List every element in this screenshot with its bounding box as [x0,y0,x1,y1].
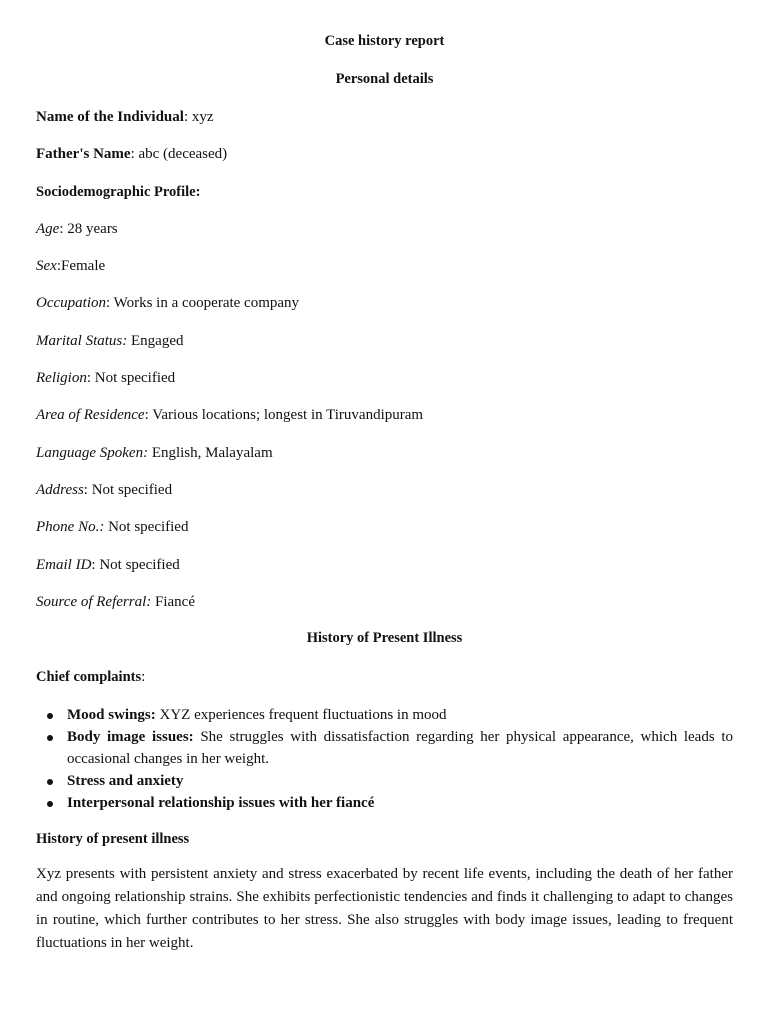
father-row [36,144,227,164]
father-value: abc (deceased) [138,146,228,162]
bullet-icon [47,735,53,741]
profile-label: Area of Residence [36,407,145,423]
profile-separator: : [56,258,61,274]
profile-row-occupation [36,293,299,313]
profile-value: Works in a cooperate company [113,295,300,311]
profile-value: Not specified [99,557,180,573]
name-separator: : [183,109,192,125]
chief-complaints-colon: : [141,669,146,685]
profile-value: Not specified [108,519,189,535]
complaint-text: She struggles with dissatisfaction regarding her physical appearance, which leads to occasional changes in her weight. [67,729,734,767]
profile-label: Marital Status: [36,333,128,349]
name-value: xyz [191,109,214,125]
bullet-icon [47,779,53,785]
list-item [36,792,733,814]
complaint-title: Body image issues: [67,729,194,745]
profile-row-address [36,480,172,500]
profile-value: 28 years [67,221,118,237]
report-title: Case history report [324,33,445,49]
profile-value: English, Malayalam [151,445,273,461]
father-label: Father's Name [36,146,131,162]
profile-row-age [36,219,118,239]
profile-separator: : [59,221,68,237]
profile-value: Various locations; longest in Tiruvandipuram [152,407,424,423]
section-heading-personal-details: Personal details [335,71,434,87]
bullet-icon [47,801,53,807]
profile-label: Email ID [36,557,92,573]
chief-complaints-label: Chief complaints [36,669,142,685]
profile-row-religion [36,368,175,388]
profile-value: Not specified [94,370,176,386]
complaint-title: Interpersonal relationship issues with her fiancé [67,795,375,811]
name-label: Name of the Individual [36,109,184,125]
profile-label: Age [36,221,60,237]
history-heading: History of present illness [36,831,190,847]
profile-separator: : [105,295,114,311]
profile-label: Language Spoken: [36,445,149,461]
sociodemographic-heading: Sociodemographic Profile: [36,184,201,200]
profile-separator: : [91,557,100,573]
profile-label: Address [36,482,84,498]
profile-row-phone [36,517,188,537]
profile-label: Phone No.: [36,519,105,535]
profile-value: Fiancé [155,594,195,610]
complaint-title: Mood swings: [67,707,156,723]
history-paragraph: Xyz presents with persistent anxiety and stress exacerbated by recent life events, including the death of her father and ongoing relationship strains. She exhibits perfectionistic tendencies and finds it challenging to adapt to changes in routine, which further contributes to her stress. She also struggles with body image issues, leading to frequent fluctuations in her weight. [36,866,733,951]
profile-separator: : [83,482,92,498]
complaint-title: Stress and anxiety [67,773,184,789]
list-item [36,770,733,792]
profile-row-marital-status [36,331,184,351]
list-item [36,704,733,726]
profile-row-email [36,555,180,575]
profile-row-referral [36,592,195,612]
complaints-list [36,704,733,814]
profile-label: Sex [36,258,57,274]
profile-row-residence [36,405,423,425]
name-row [36,107,214,127]
profile-label: Source of Referral: [36,594,152,610]
profile-separator: : [86,370,95,386]
profile-value: Not specified [91,482,173,498]
profile-row-language [36,443,273,463]
profile-label: Occupation [36,295,106,311]
profile-label: Religion [36,370,87,386]
profile-value: Engaged [131,333,184,349]
chief-complaints-heading [36,667,145,687]
profile-separator: : [144,407,153,423]
profile-row-sex [36,256,105,276]
complaint-text: XYZ experiences frequent fluctuations in mood [155,707,447,723]
section-heading-present-illness: History of Present Illness [306,630,463,646]
father-separator: : [130,146,139,162]
bullet-icon [47,713,53,719]
profile-value: Female [61,258,106,274]
list-item [36,726,733,770]
